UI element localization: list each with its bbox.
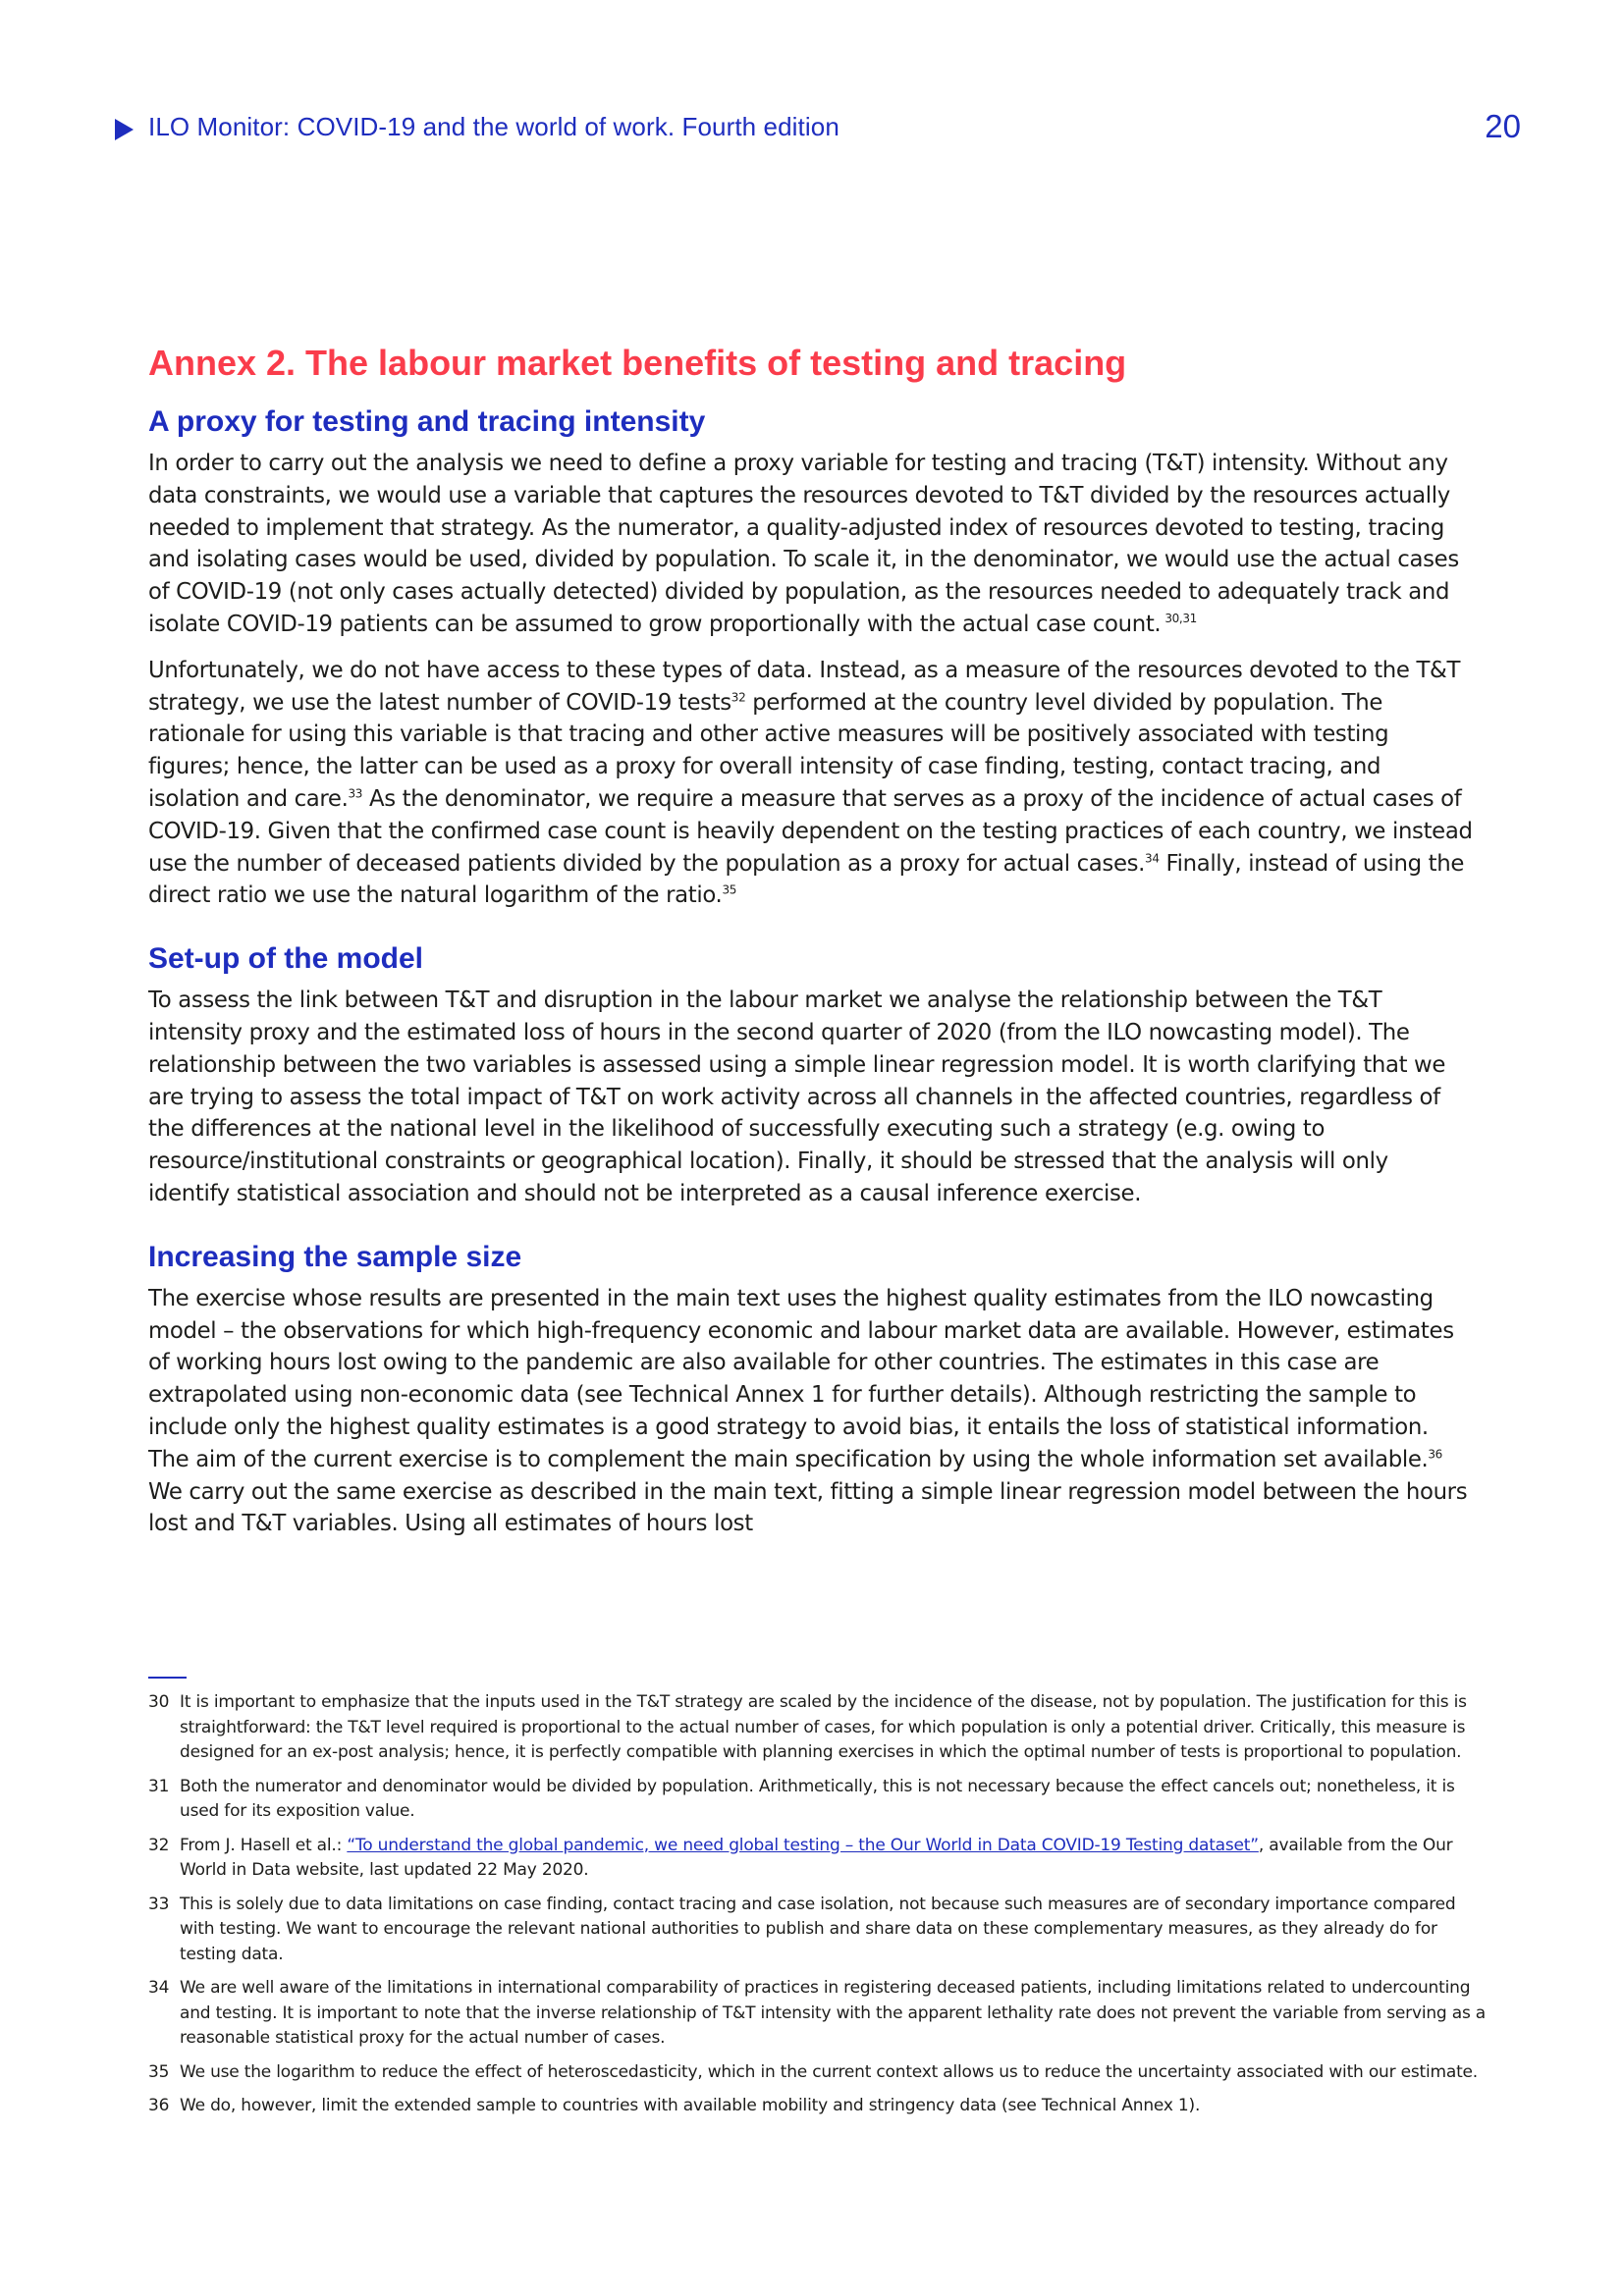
footnote-divider [148,1677,187,1679]
main-content [148,338,1474,1540]
footnote-32: 32 From J. Hasell et al.: “To understand the global pandemic, we need global testing – the Our World in Data COVID-19 Testing dataset”, available from the Our World in Data website, last updated 22 May 2020. [148,1835,1453,1880]
paragraph-sample: The exercise whose results are presented in the main text uses the highest quality estimates from the ILO nowcasting model – the observations for which high-frequency economic and labour market data are available. However, estimates of working hours lost owing to the pandemic are also available for other countries. The estimates in this case are extrapolated using non-economic data (see Technical Annex 1 for further details). Although restricting the sample to include only the highest quality estimates is a good strategy to avoid bias, it entails the loss of statistical information. The aim of the current exercise is to complement the main specification by using the whole information set available.$^{36}$ We carry out the same exercise as described in the main text, fitting a simple linear regression model between the hours lost and T&T variables. Using all estimates of hours lost [148,1285,1468,1537]
footnote-36: 36 We do, however, limit the extended sample to countries with available mobility and stringency data (see Technical Annex 1). [148,2096,1201,2115]
paragraph-proxy-2: Unfortunately, we do not have access to these types of data. Instead, as a measure of the resources devoted to the T&T strategy, we use the latest number of COVID-19 tests$^{32}$ performed at the country level divided by population. The rationale for using this variable is that tracing and other active measures will be positively associated with testing figures; hence, the latter can be used as a proxy for overall intensity of case finding, testing, contact tracing, and isolation and care.$^{33}$ As the denominator, we require a measure that serves as a proxy of the incidence of actual cases of COVID-19. Given that the confirmed case count is heavily dependent on the testing practices of each country, we instead use the number of deceased patients divided by the population as a proxy for actual cases.$^{34}$ Finally, instead of using the direct ratio we use the natural logarithm of the ratio.$^{35}$ [148,657,1473,909]
play-triangle-icon [115,119,134,140]
footnote-ref-35[interactable]: 35 [722,882,737,897]
section-heading-proxy: A proxy for testing and tracing intensity [148,405,706,438]
footnote-ref-30-31[interactable]: 30,31 [1164,612,1197,626]
footnote-33: 33 This is solely due to data limitations on case finding, contact tracing and case isolation, not because such measures are of secondary importance compared with testing. We want to encourage the relevant national authorities to publish and share data on these complementary measures, as they already do for testing data. [148,1894,1456,1964]
footnote-ref-33[interactable]: 33 [348,786,363,801]
paragraph-proxy-1: In order to carry out the analysis we need to define a proxy variable for testing and tracing (T&T) intensity. Without any data constraints, we would use a variable that captures the resources devoted to T&T divided by the resources actually needed to implement that strategy. As the numerator, a quality-adjusted index of resources devoted to testing, tracing and isolating cases would be used, divided by population. To scale it, in the denominator, we would use the actual cases of COVID-19 (not only cases actually detected) divided by population, as the resources needed to adequately track and isolate COVID-19 patients can be assumed to grow proportionally with the actual case count. $^{30,31}$ [148,451,1459,637]
hasell-testing-dataset-link[interactable]: “To understand the global pandemic, we need global testing – the Our World in Data COVID-19 Testing dataset” [347,1835,1259,1855]
footnote-34: 34 We are well aware of the limitations in international comparability of practices in registering deceased patients, including limitations related to undercounting and testing. It is important to note that the inverse relationship of T&T intensity with the apparent lethality rate does not prevent the variable from serving as a reasonable statistical proxy for the actual number of cases. [148,1978,1487,2048]
paragraph-setup: To assess the link between T&T and disruption in the labour market we analyse the relationship between the T&T intensity proxy and the estimated loss of hours in the second quarter of 2020 (from the ILO nowcasting model). The relationship between the two variables is assessed using a simple linear regression model. It is worth clarifying that we are trying to assess the total impact of T&T on work activity across all channels in the affected countries, regardless of the differences at the national level in the likelihood of successfully executing such a strategy (e.g. owing to resource/institutional constraints or geographical location). Finally, it should be stressed that the analysis will only identify statistical association and should not be interpreted as a causal inference exercise. [148,988,1446,1206]
page-number: 20 [1485,108,1521,144]
running-header [115,110,1521,149]
annex-title: Annex 2. The labour market benefits of testing and tracing [148,343,1127,383]
footnote-ref-32[interactable]: 32 [731,689,746,704]
footnote-ref-34[interactable]: 34 [1145,850,1160,865]
section-heading-sample: Increasing the sample size [148,1240,522,1273]
publication-title: ILO Monitor: COVID-19 and the world of work. Fourth edition [148,112,839,141]
section-heading-setup: Set-up of the model [148,942,423,976]
footnote-ref-36[interactable]: 36 [1428,1447,1442,1462]
footnote-31: 31 Both the numerator and denominator would be divided by population. Arithmetically, this is not necessary because the effect cancels out; nonetheless, it is used for its exposition value. [148,1776,1455,1821]
footnote-35: 35 We use the logarithm to reduce the effect of heteroscedasticity, which in the current context allows us to reduce the uncertainty associated with our estimate. [148,2061,1478,2082]
footnotes [148,1677,1493,2128]
footnote-30: 30 It is important to emphasize that the inputs used in the T&T strategy are scaled by the incidence of the disease, not by population. The justification for this is straightforward: the T&T level required is proportional to the actual number of cases, for which population is only a potential driver. Critically, this measure is designed for an ex-post analysis; hence, it is perfectly compatible with planning exercises in which the optimal number of tests is proportional to population. [148,1692,1467,1762]
